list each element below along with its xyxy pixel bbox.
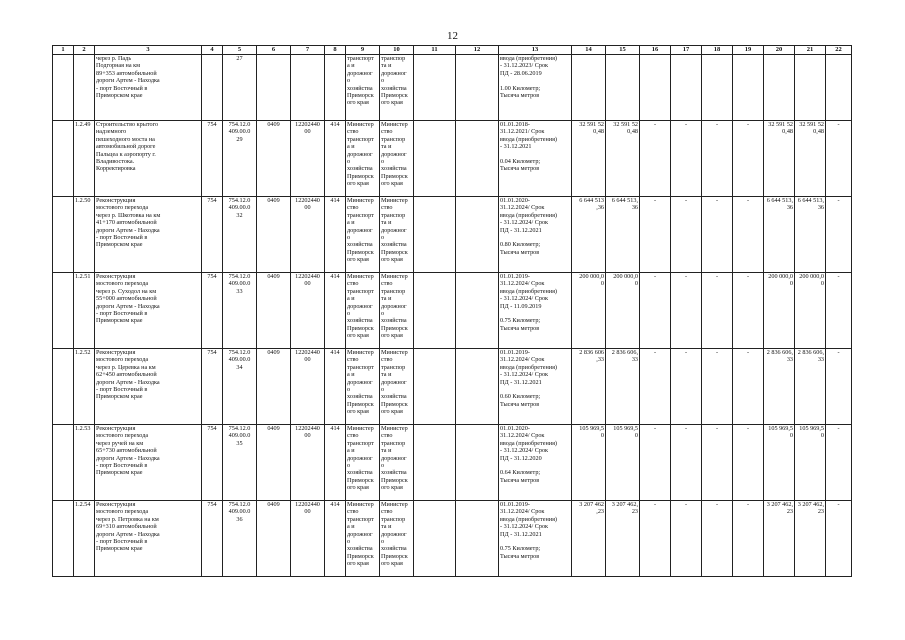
table-row — [53, 501, 852, 577]
table-cell-c3: Реконструкция мостового перехода через р. Суходол на км 55+000 автомобильной дороги Артем - Находка - порт Восточный в Приморском крае — [95, 273, 202, 349]
table-cell-c12 — [456, 425, 499, 501]
column-header: 3 — [95, 46, 202, 55]
table-cell-c6: 0409 — [257, 425, 291, 501]
table-cell-c20 — [764, 55, 795, 121]
table-cell-c3: Реконструкция мостового перехода через ручей на км 65+730 автомобильной дороги Артем - Находка - порт Восточный в Приморском крае — [95, 425, 202, 501]
table-cell-c20: 3 207 462, 23 — [764, 501, 795, 577]
table-cell-c17: - — [671, 197, 702, 273]
table-cell-c19 — [733, 55, 764, 121]
table-cell-c7: 12202440 00 — [291, 273, 325, 349]
table-cell-c22: - — [826, 197, 852, 273]
table-cell-c22: - — [826, 273, 852, 349]
table-cell-c6: 0409 — [257, 501, 291, 577]
table-row — [53, 273, 852, 349]
table-cell-c21 — [795, 55, 826, 121]
table-cell-c8 — [325, 55, 346, 121]
table-cell-c10: Министер ство транспор та и дорожног о хозяйства Приморск ого края — [380, 273, 414, 349]
table-cell-c5: 754.12.0 409.00.0 33 — [223, 273, 257, 349]
table-cell-c22: - — [826, 501, 852, 577]
table-cell-c11 — [414, 501, 456, 577]
table-cell-c13: 01.01.2019- 31.12.2024/ Срок ввода (приобретения) - 31.12.2024/ Срок ПД - 11.09.2019 0.75 Километр; Тысяча метров — [499, 273, 572, 349]
table-cell-c9: Министер ство транспорт а и дорожног о хозяйства Приморск ого края — [346, 349, 380, 425]
table-cell-c5: 754.12.0 409.00.0 32 — [223, 197, 257, 273]
table-cell-c20: 2 836 606, 33 — [764, 349, 795, 425]
column-header: 10 — [380, 46, 414, 55]
column-header: 6 — [257, 46, 291, 55]
table-cell-c4: 754 — [202, 501, 223, 577]
table-row — [53, 197, 852, 273]
table-cell-c10: транспор та и дорожног о хозяйства Приморск ого края — [380, 55, 414, 121]
table-cell-c5: 754.12.0 409.00.0 34 — [223, 349, 257, 425]
table-cell-c8: 414 — [325, 349, 346, 425]
table-cell-c1 — [53, 501, 74, 577]
table-cell-c16: - — [640, 501, 671, 577]
table-cell-c20: 105 969,5 0 — [764, 425, 795, 501]
table-cell-c21: 105 969,5 0 — [795, 425, 826, 501]
table-cell-c17: - — [671, 121, 702, 197]
table-cell-c19: - — [733, 501, 764, 577]
table-cell-c12 — [456, 197, 499, 273]
table-cell-c19: - — [733, 197, 764, 273]
table-cell-c9: Министер ство транспорт а и дорожног о хозяйства Приморск ого края — [346, 501, 380, 577]
table-cell-c5: 754.12.0 409.00.0 35 — [223, 425, 257, 501]
table-cell-c21: 6 644 513, 36 — [795, 197, 826, 273]
table-cell-c15: 2 836 606, 33 — [606, 349, 640, 425]
table-cell-c10: Министер ство транспор та и дорожног о хозяйства Приморск ого края — [380, 425, 414, 501]
table-cell-c2: 1.2.50 — [74, 197, 95, 273]
table-cell-c21: 3 207 462, 23 — [795, 501, 826, 577]
table-cell-c6: 0409 — [257, 121, 291, 197]
table-cell-c11 — [414, 273, 456, 349]
table-cell-c4: 754 — [202, 273, 223, 349]
table-cell-c19: - — [733, 121, 764, 197]
page-number: 12 — [447, 30, 458, 42]
column-header: 7 — [291, 46, 325, 55]
table-cell-c11 — [414, 121, 456, 197]
table-cell-c7 — [291, 55, 325, 121]
table-cell-c18: - — [702, 121, 733, 197]
table-cell-c13: 01.01.2020- 31.12.2024/ Срок ввода (приобретения) - 31.12.2024/ Срок ПД - 31.12.2021 0.80 Километр; Тысяча метров — [499, 197, 572, 273]
table-cell-c14: 32 591 52 0,48 — [572, 121, 606, 197]
table-cell-c9: транспорт а и дорожног о хозяйства Приморск ого края — [346, 55, 380, 121]
table-cell-c18: - — [702, 197, 733, 273]
table-cell-c15: 32 591 52 0,48 — [606, 121, 640, 197]
table-cell-c3: через р. Падь Подгорная на км 89+353 автомобильной дороги Артем - Находка - порт Восточный в Приморском крае — [95, 55, 202, 121]
column-header: 21 — [795, 46, 826, 55]
column-header: 4 — [202, 46, 223, 55]
column-header: 22 — [826, 46, 852, 55]
table-cell-c5: 754.12.0 409.00.0 36 — [223, 501, 257, 577]
table-cell-c15 — [606, 55, 640, 121]
column-header: 12 — [456, 46, 499, 55]
table-cell-c7: 12202440 00 — [291, 501, 325, 577]
table-cell-c14: 3 207 462 ,23 — [572, 501, 606, 577]
table-cell-c10: Министер ство транспор та и дорожног о хозяйства Приморск ого края — [380, 349, 414, 425]
table-cell-c17: - — [671, 501, 702, 577]
table-cell-c3: Реконструкция мостового перехода через р. Шкотовка на км 41+170 автомобильной дороги Артем - Находка - порт Восточный в Приморском крае — [95, 197, 202, 273]
table-cell-c7: 12202440 00 — [291, 349, 325, 425]
table-cell-c13: 01.01.2019- 31.12.2024/ Срок ввода (приобретения) - 31.12.2024/ Срок ПД - 31.12.2021 0.75 Километр; Тысяча метров — [499, 501, 572, 577]
table-cell-c18: - — [702, 349, 733, 425]
table-cell-c9: Министер ство транспорт а и дорожног о хозяйства Приморск ого края — [346, 197, 380, 273]
table-cell-c3: Строительство крытого надземного пешеходного моста на автомобильной дороге Пальцеа к аэропорту г. Владивостока. Корректировка — [95, 121, 202, 197]
table-cell-c15: 105 969,5 0 — [606, 425, 640, 501]
table-cell-c14: 2 836 606 ,33 — [572, 349, 606, 425]
table-cell-c13: 01.01.2020- 31.12.2024/ Срок ввода (приобретения) - 31.12.2024/ Срок ПД - 31.12.2020 0.64 Километр; Тысяча метров — [499, 425, 572, 501]
table-cell-c5: 754.12.0 409.00.0 29 — [223, 121, 257, 197]
table-cell-c1 — [53, 349, 74, 425]
table-cell-c4: 754 — [202, 425, 223, 501]
table-cell-c7: 12202440 00 — [291, 425, 325, 501]
table-cell-c1 — [53, 425, 74, 501]
table-cell-c3: Реконструкция мостового перехода через р. Петровка на км 69+310 автомобильной дороги Артем - Находка - порт Восточный в Приморском крае — [95, 501, 202, 577]
column-header: 20 — [764, 46, 795, 55]
table-cell-c14: 200 000,0 0 — [572, 273, 606, 349]
table-cell-c16 — [640, 55, 671, 121]
column-header: 16 — [640, 46, 671, 55]
table-cell-c20: 6 644 513, 36 — [764, 197, 795, 273]
table-cell-c3: Реконструкция мостового перехода через р. Церевка на км 62+450 автомобильной дороги Артем - Находка - порт Восточный в Приморском крае — [95, 349, 202, 425]
table-cell-c8: 414 — [325, 501, 346, 577]
table-cell-c16: - — [640, 273, 671, 349]
table-row — [53, 425, 852, 501]
table-cell-c16: - — [640, 425, 671, 501]
table-cell-c19: - — [733, 425, 764, 501]
table-cell-c6: 0409 — [257, 349, 291, 425]
column-header: 19 — [733, 46, 764, 55]
table-cell-c2 — [74, 55, 95, 121]
table-cell-c9: Министер ство транспорт а и дорожног о хозяйства Приморск ого края — [346, 273, 380, 349]
column-header: 14 — [572, 46, 606, 55]
table-cell-c1 — [53, 197, 74, 273]
table-cell-c18 — [702, 55, 733, 121]
table-cell-c4: 754 — [202, 121, 223, 197]
table-cell-c1 — [53, 121, 74, 197]
table-cell-c2: 1.2.49 — [74, 121, 95, 197]
table-header-row — [53, 46, 852, 55]
table-cell-c15: 6 644 513, 36 — [606, 197, 640, 273]
column-header: 18 — [702, 46, 733, 55]
table-row — [53, 349, 852, 425]
table-cell-c21: 32 591 52 0,48 — [795, 121, 826, 197]
table-cell-c7: 12202440 00 — [291, 121, 325, 197]
table-cell-c18: - — [702, 425, 733, 501]
table-cell-c11 — [414, 349, 456, 425]
table-cell-c18: - — [702, 501, 733, 577]
table-cell-c10: Министер ство транспор та и дорожног о хозяйства Приморск ого края — [380, 197, 414, 273]
table-cell-c5: 27 — [223, 55, 257, 121]
table-cell-c13: 01.01.2019- 31.12.2024/ Срок ввода (приобретения) - 31.12.2024/ Срок ПД - 31.12.2021 0.60 Километр; Тысяча метров — [499, 349, 572, 425]
table-cell-c13: 01.01.2018- 31.12.2021/ Срок ввода (приобретения) - 31.12.2021 0.04 Километр; Тысяча метров — [499, 121, 572, 197]
table-cell-c12 — [456, 273, 499, 349]
column-header: 13 — [499, 46, 572, 55]
table-cell-c2: 1.2.53 — [74, 425, 95, 501]
table-cell-c12 — [456, 121, 499, 197]
table-cell-c10: Министер ство транспор та и дорожног о хозяйства Приморск ого края — [380, 121, 414, 197]
table-cell-c2: 1.2.54 — [74, 501, 95, 577]
column-header: 2 — [74, 46, 95, 55]
table-cell-c17: - — [671, 273, 702, 349]
table-cell-c6: 0409 — [257, 273, 291, 349]
column-header: 1 — [53, 46, 74, 55]
table-cell-c22: - — [826, 425, 852, 501]
column-header: 11 — [414, 46, 456, 55]
column-header: 15 — [606, 46, 640, 55]
column-header: 17 — [671, 46, 702, 55]
table-cell-c20: 200 000,0 0 — [764, 273, 795, 349]
table-cell-c12 — [456, 501, 499, 577]
column-header: 5 — [223, 46, 257, 55]
table-row — [53, 55, 852, 121]
table-cell-c8: 414 — [325, 121, 346, 197]
table-cell-c7: 12202440 00 — [291, 197, 325, 273]
table-cell-c17: - — [671, 349, 702, 425]
budget-table — [52, 45, 852, 577]
table-cell-c16: - — [640, 349, 671, 425]
table-cell-c1 — [53, 55, 74, 121]
table-cell-c14: 6 644 513 ,36 — [572, 197, 606, 273]
table-cell-c16: - — [640, 121, 671, 197]
table-cell-c12 — [456, 55, 499, 121]
table-cell-c22 — [826, 55, 852, 121]
table-cell-c16: - — [640, 197, 671, 273]
table-cell-c11 — [414, 55, 456, 121]
table-cell-c4: 754 — [202, 197, 223, 273]
table-cell-c18: - — [702, 273, 733, 349]
table-cell-c17 — [671, 55, 702, 121]
table-cell-c13: ввода (приобретения) - 31.12.2023/ Срок ПД - 28.06.2019 1.00 Километр; Тысяча метров — [499, 55, 572, 121]
table-row — [53, 121, 852, 197]
table-cell-c6: 0409 — [257, 197, 291, 273]
table-cell-c17: - — [671, 425, 702, 501]
table-cell-c9: Министер ство транспорт а и дорожног о хозяйства Приморск ого края — [346, 121, 380, 197]
table-cell-c4 — [202, 55, 223, 121]
column-header: 9 — [346, 46, 380, 55]
table-cell-c8: 414 — [325, 273, 346, 349]
table-cell-c8: 414 — [325, 425, 346, 501]
table-cell-c21: 200 000,0 0 — [795, 273, 826, 349]
table-cell-c22: - — [826, 121, 852, 197]
table-cell-c2: 1.2.51 — [74, 273, 95, 349]
table-cell-c19: - — [733, 349, 764, 425]
column-header: 8 — [325, 46, 346, 55]
table-cell-c20: 32 591 52 0,48 — [764, 121, 795, 197]
table-cell-c15: 3 207 462, 23 — [606, 501, 640, 577]
table-cell-c12 — [456, 349, 499, 425]
table-cell-c21: 2 836 606, 33 — [795, 349, 826, 425]
table-cell-c19: - — [733, 273, 764, 349]
table-cell-c1 — [53, 273, 74, 349]
table-cell-c15: 200 000,0 0 — [606, 273, 640, 349]
table-cell-c11 — [414, 425, 456, 501]
table-cell-c4: 754 — [202, 349, 223, 425]
table-cell-c9: Министер ство транспорт а и дорожног о хозяйства Приморск ого края — [346, 425, 380, 501]
table-cell-c6 — [257, 55, 291, 121]
table-cell-c14: 105 969,5 0 — [572, 425, 606, 501]
table-cell-c14 — [572, 55, 606, 121]
table-cell-c2: 1.2.52 — [74, 349, 95, 425]
table-cell-c10: Министер ство транспор та и дорожног о хозяйства Приморск ого края — [380, 501, 414, 577]
table-cell-c8: 414 — [325, 197, 346, 273]
table-cell-c22: - — [826, 349, 852, 425]
table-cell-c11 — [414, 197, 456, 273]
